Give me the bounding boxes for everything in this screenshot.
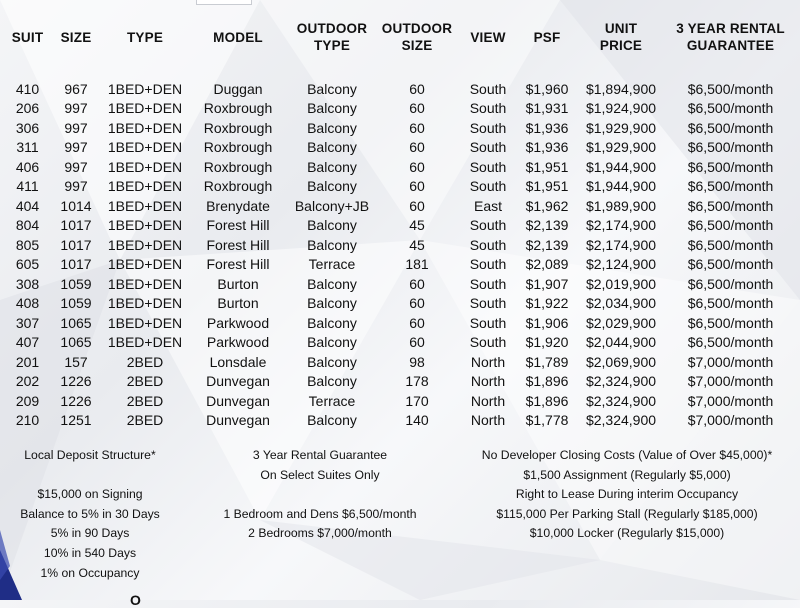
cell-suite: 407 [15, 334, 40, 350]
cell-outdoor-size: 170 [405, 392, 429, 409]
cell-view: South [469, 80, 507, 97]
cell-model: Roxbrough [203, 139, 273, 155]
cell-unit-price: $2,324,900 [585, 392, 657, 409]
cell-outdoor-type: Terrace [308, 392, 356, 409]
cell-suite: 206 [15, 100, 40, 116]
cell-model: Forest Hill [206, 236, 270, 253]
cell-model: Parkwood [206, 334, 270, 350]
cell-model: Roxbrough [203, 100, 273, 116]
cell-rental-guarantee: $6,500/month [687, 178, 774, 194]
cell-unit-price: $2,174,900 [585, 217, 657, 233]
cell-size: 997 [64, 158, 88, 175]
cell-suite: 804 [15, 217, 40, 233]
cell-unit-price: $2,124,900 [585, 256, 657, 272]
cell-view: South [469, 314, 507, 331]
cell-outdoor-type: Balcony [307, 178, 357, 194]
cell-psf: $1,960 [525, 80, 569, 97]
cell-view: South [469, 139, 507, 155]
cell-type: 1BED+DEN [107, 197, 183, 214]
header-outdoor-size: OUTDOOR SIZE [381, 21, 453, 53]
cell-suite: 307 [15, 314, 40, 331]
cell-psf: $1,936 [525, 119, 569, 136]
header-spacer [4, 60, 794, 80]
header-size: SIZE [60, 29, 92, 45]
table-row [4, 353, 794, 373]
cell-outdoor-type: Balcony [307, 373, 357, 389]
cell-model: Lonsdale [209, 353, 267, 370]
table-row [4, 158, 794, 178]
header-psf: PSF [533, 29, 561, 45]
cell-outdoor-type: Balcony [307, 236, 357, 253]
cell-outdoor-type: Balcony [307, 334, 357, 350]
incentive-item: $10,000 Locker (Regularly $15,000) [529, 526, 725, 541]
cell-type: 1BED+DEN [107, 295, 183, 311]
deposit-item: 10% in 540 Days [43, 545, 137, 560]
cell-outdoor-type: Balcony [307, 158, 357, 175]
cell-size: 1251 [60, 412, 92, 428]
table-row [4, 80, 794, 100]
cell-view: South [469, 158, 507, 175]
cell-model: Brenydate [206, 197, 270, 214]
cell-rental-guarantee: $6,500/month [687, 100, 774, 116]
deposit-item: 1% on Occupancy [40, 565, 140, 580]
cell-view: East [473, 197, 502, 214]
rental-title: 3 Year Rental Guarantee [252, 448, 388, 462]
table-row [4, 392, 794, 412]
cell-suite: 406 [15, 158, 40, 175]
cell-type: 2BED [126, 412, 164, 428]
cell-size: 997 [64, 139, 88, 155]
cell-outdoor-size: 60 [409, 139, 425, 155]
cell-outdoor-size: 60 [409, 197, 425, 214]
cell-outdoor-type: Balcony [307, 275, 357, 292]
table-row [4, 216, 794, 236]
cell-type: 1BED+DEN [107, 256, 183, 272]
header-outdoor-type: OUTDOOR TYPE [296, 21, 368, 53]
cell-rental-guarantee: $6,500/month [687, 275, 774, 292]
cell-psf: $1,962 [525, 197, 569, 214]
cell-rental-guarantee: $6,500/month [687, 334, 774, 350]
cell-suite: 209 [15, 392, 40, 409]
deposit-item: Balance to 5% in 30 Days [20, 506, 160, 521]
cell-size: 1065 [60, 314, 92, 331]
cell-type: 1BED+DEN [107, 217, 183, 233]
cell-size: 1017 [60, 217, 92, 233]
cell-model: Roxbrough [203, 178, 273, 194]
cell-size: 1014 [60, 197, 92, 214]
cell-outdoor-size: 98 [409, 353, 425, 370]
incentive-item: $1,500 Assignment (Regularly $5,000) [523, 467, 731, 482]
cell-type: 2BED [126, 373, 164, 389]
cell-psf: $2,139 [525, 236, 569, 253]
cell-outdoor-type: Balcony [307, 80, 357, 97]
cell-unit-price: $1,929,900 [585, 119, 657, 136]
cell-suite: 308 [15, 275, 40, 292]
cell-size: 997 [64, 100, 88, 116]
cropped-heading-fragment: O [130, 592, 141, 608]
cell-type: 1BED+DEN [107, 178, 183, 194]
cell-rental-guarantee: $6,500/month [687, 197, 774, 214]
cell-suite: 311 [16, 139, 39, 155]
cell-psf: $1,778 [525, 412, 569, 428]
cell-type: 1BED+DEN [107, 80, 183, 97]
cell-model: Parkwood [206, 314, 270, 331]
cell-outdoor-size: 60 [409, 178, 425, 194]
cell-size: 997 [64, 178, 88, 194]
cell-outdoor-type: Balcony [307, 100, 357, 116]
cell-unit-price: $2,324,900 [585, 373, 657, 389]
cell-view: South [469, 236, 507, 253]
cell-view: South [469, 256, 507, 272]
cell-rental-guarantee: $6,500/month [687, 256, 774, 272]
incentive-item: Right to Lease During interim Occupancy [515, 487, 739, 502]
cell-type: 2BED [126, 392, 164, 409]
cell-type: 1BED+DEN [107, 119, 183, 136]
cell-outdoor-size: 178 [405, 373, 429, 389]
cell-outdoor-type: Balcony [307, 217, 357, 233]
cell-outdoor-size: 60 [409, 80, 425, 97]
cell-outdoor-size: 60 [409, 100, 425, 116]
table-row [4, 255, 794, 275]
table-row [4, 275, 794, 295]
cell-view: South [469, 119, 507, 136]
cell-outdoor-size: 60 [409, 158, 425, 175]
cell-view: North [470, 392, 506, 409]
cell-unit-price: $2,069,900 [585, 353, 657, 370]
table-row [4, 333, 794, 353]
cell-unit-price: $1,944,900 [585, 158, 657, 175]
cell-suite: 411 [16, 178, 39, 194]
cell-type: 2BED [126, 353, 164, 370]
deposit-item: 5% in 90 Days [50, 526, 130, 541]
table-row [4, 99, 794, 119]
cell-outdoor-size: 60 [409, 275, 425, 292]
cell-suite: 605 [15, 256, 40, 272]
cell-model: Dunvegan [206, 392, 270, 409]
cell-unit-price: $1,944,900 [585, 178, 657, 194]
cell-outdoor-type: Balcony [307, 139, 357, 155]
cell-psf: $1,789 [525, 353, 569, 370]
cell-size: 967 [64, 80, 88, 97]
cell-rental-guarantee: $6,500/month [687, 295, 774, 311]
cell-model: Forest Hill [206, 256, 270, 272]
cell-type: 1BED+DEN [107, 158, 183, 175]
units-table [4, 14, 794, 431]
cell-psf: $1,931 [525, 100, 569, 116]
cell-model: Roxbrough [203, 158, 273, 175]
cell-size: 1017 [60, 256, 92, 272]
cell-unit-price: $2,044,900 [585, 334, 657, 350]
cell-model: Duggan [213, 80, 263, 97]
cell-type: 1BED+DEN [107, 314, 183, 331]
cell-rental-guarantee: $6,500/month [687, 80, 774, 97]
cell-view: South [469, 217, 507, 233]
cell-unit-price: $1,924,900 [585, 100, 657, 116]
header-unit-price: UNIT PRICE [599, 21, 643, 53]
cell-type: 1BED+DEN [107, 139, 183, 155]
cell-rental-guarantee: $6,500/month [687, 158, 774, 175]
purchase-incentives [462, 446, 792, 544]
cell-unit-price: $2,019,900 [585, 275, 657, 292]
cell-psf: $1,936 [525, 139, 569, 155]
cell-psf: $1,951 [525, 158, 569, 175]
table-row [4, 138, 794, 158]
cell-outdoor-size: 140 [405, 412, 429, 428]
cell-model: Dunvegan [206, 412, 270, 428]
cell-outdoor-size: 60 [409, 119, 425, 136]
cell-size: 1059 [60, 295, 92, 311]
cell-psf: $2,089 [525, 256, 569, 272]
header-type: TYPE [126, 29, 164, 45]
cell-outdoor-type: Balcony [307, 295, 357, 311]
cell-rental-guarantee: $6,500/month [687, 217, 774, 233]
header-view: VIEW [470, 29, 506, 45]
cell-outdoor-size: 60 [409, 334, 425, 350]
cell-size: 1017 [60, 236, 92, 253]
rental-item: 1 Bedroom and Dens $6,500/month [223, 506, 417, 521]
deposit-title: Local Deposit Structure* [24, 448, 156, 462]
cell-model: Burton [217, 275, 259, 292]
rental-subtitle: On Select Suites Only [260, 467, 380, 482]
cell-unit-price: $2,324,900 [585, 412, 657, 428]
cell-view: South [469, 295, 507, 311]
cell-rental-guarantee: $6,500/month [687, 119, 774, 136]
cell-outdoor-size: 60 [409, 295, 425, 311]
cell-model: Burton [217, 295, 259, 311]
table-row [4, 197, 794, 217]
cell-unit-price: $2,029,900 [585, 314, 657, 331]
cell-outdoor-size: 60 [409, 314, 425, 331]
table-row [4, 119, 794, 139]
cell-size: 1226 [60, 373, 92, 389]
cell-view: South [469, 178, 507, 194]
cell-outdoor-size: 45 [409, 236, 425, 253]
cell-outdoor-type: Balcony [307, 353, 357, 370]
cell-size: 1059 [60, 275, 92, 292]
cell-psf: $1,896 [525, 392, 569, 409]
cell-outdoor-type: Terrace [308, 256, 356, 272]
cell-suite: 404 [15, 197, 40, 214]
cell-outdoor-type: Balcony [307, 412, 357, 428]
cell-type: 1BED+DEN [107, 275, 183, 292]
incentive-item: $115,000 Per Parking Stall (Regularly $185,000) [496, 506, 758, 521]
cell-view: North [470, 412, 506, 428]
cell-suite: 408 [15, 295, 40, 311]
cell-model: Forest Hill [206, 217, 270, 233]
cell-psf: $1,907 [525, 275, 569, 292]
table-row [4, 236, 794, 256]
cell-outdoor-type: Balcony [307, 314, 357, 331]
cell-size: 157 [64, 353, 88, 370]
table-row [4, 314, 794, 334]
table-row [4, 294, 794, 314]
cell-rental-guarantee: $6,500/month [687, 314, 774, 331]
cell-suite: 210 [15, 412, 40, 428]
cell-view: North [470, 353, 506, 370]
cell-rental-guarantee: $6,500/month [687, 236, 774, 253]
cell-rental-guarantee: $7,000/month [687, 392, 774, 409]
cell-size: 1065 [60, 334, 92, 350]
header-model: MODEL [213, 29, 263, 45]
cell-outdoor-size: 45 [409, 217, 425, 233]
cell-view: South [469, 100, 507, 116]
cell-suite: 410 [15, 80, 40, 97]
cell-outdoor-type: Balcony+JB [294, 197, 370, 214]
cell-rental-guarantee: $7,000/month [687, 412, 774, 428]
cell-type: 1BED+DEN [107, 236, 183, 253]
cell-size: 1226 [60, 392, 92, 409]
deposit-structure [10, 446, 170, 583]
cell-view: South [469, 275, 507, 292]
cell-psf: $1,951 [525, 178, 569, 194]
cell-rental-guarantee: $7,000/month [687, 353, 774, 370]
deposit-item: $15,000 on Signing [37, 487, 143, 502]
cell-unit-price: $2,174,900 [585, 236, 657, 253]
rental-item: 2 Bedrooms $7,000/month [248, 526, 392, 541]
cell-outdoor-type: Balcony [307, 119, 357, 136]
cell-size: 997 [64, 119, 88, 136]
cell-psf: $1,922 [525, 295, 569, 311]
cell-unit-price: $1,989,900 [585, 197, 657, 214]
cell-rental-guarantee: $7,000/month [687, 373, 774, 389]
cell-type: 1BED+DEN [107, 100, 183, 116]
cell-psf: $1,906 [525, 314, 569, 331]
cell-suite: 201 [15, 353, 40, 370]
header-rental-guarantee: 3 YEAR RENTAL GUARANTEE [676, 21, 785, 53]
cell-rental-guarantee: $6,500/month [687, 139, 774, 155]
cell-outdoor-size: 181 [405, 256, 429, 272]
cell-suite: 805 [15, 236, 40, 253]
cell-unit-price: $1,894,900 [585, 80, 657, 97]
incentive-item: No Developer Closing Costs (Value of Over $45,000)* [481, 448, 773, 462]
rental-guarantee [205, 446, 435, 544]
cell-model: Roxbrough [203, 119, 273, 136]
table-row [4, 411, 794, 431]
top-tab-marker [196, 0, 252, 5]
cell-unit-price: $1,929,900 [585, 139, 657, 155]
cell-model: Dunvegan [206, 373, 270, 389]
cell-unit-price: $2,034,900 [585, 295, 657, 311]
brand-corner-shape [0, 530, 24, 600]
cell-suite: 306 [15, 119, 40, 136]
table-header-row [4, 14, 794, 60]
cell-type: 1BED+DEN [107, 334, 183, 350]
cell-view: North [470, 373, 506, 389]
cell-psf: $2,139 [525, 217, 569, 233]
table-row [4, 372, 794, 392]
cell-suite: 202 [15, 373, 40, 389]
cell-psf: $1,896 [525, 373, 569, 389]
cell-psf: $1,920 [525, 334, 569, 350]
cell-view: South [469, 334, 507, 350]
table-row [4, 177, 794, 197]
header-suit: SUIT [11, 29, 44, 45]
